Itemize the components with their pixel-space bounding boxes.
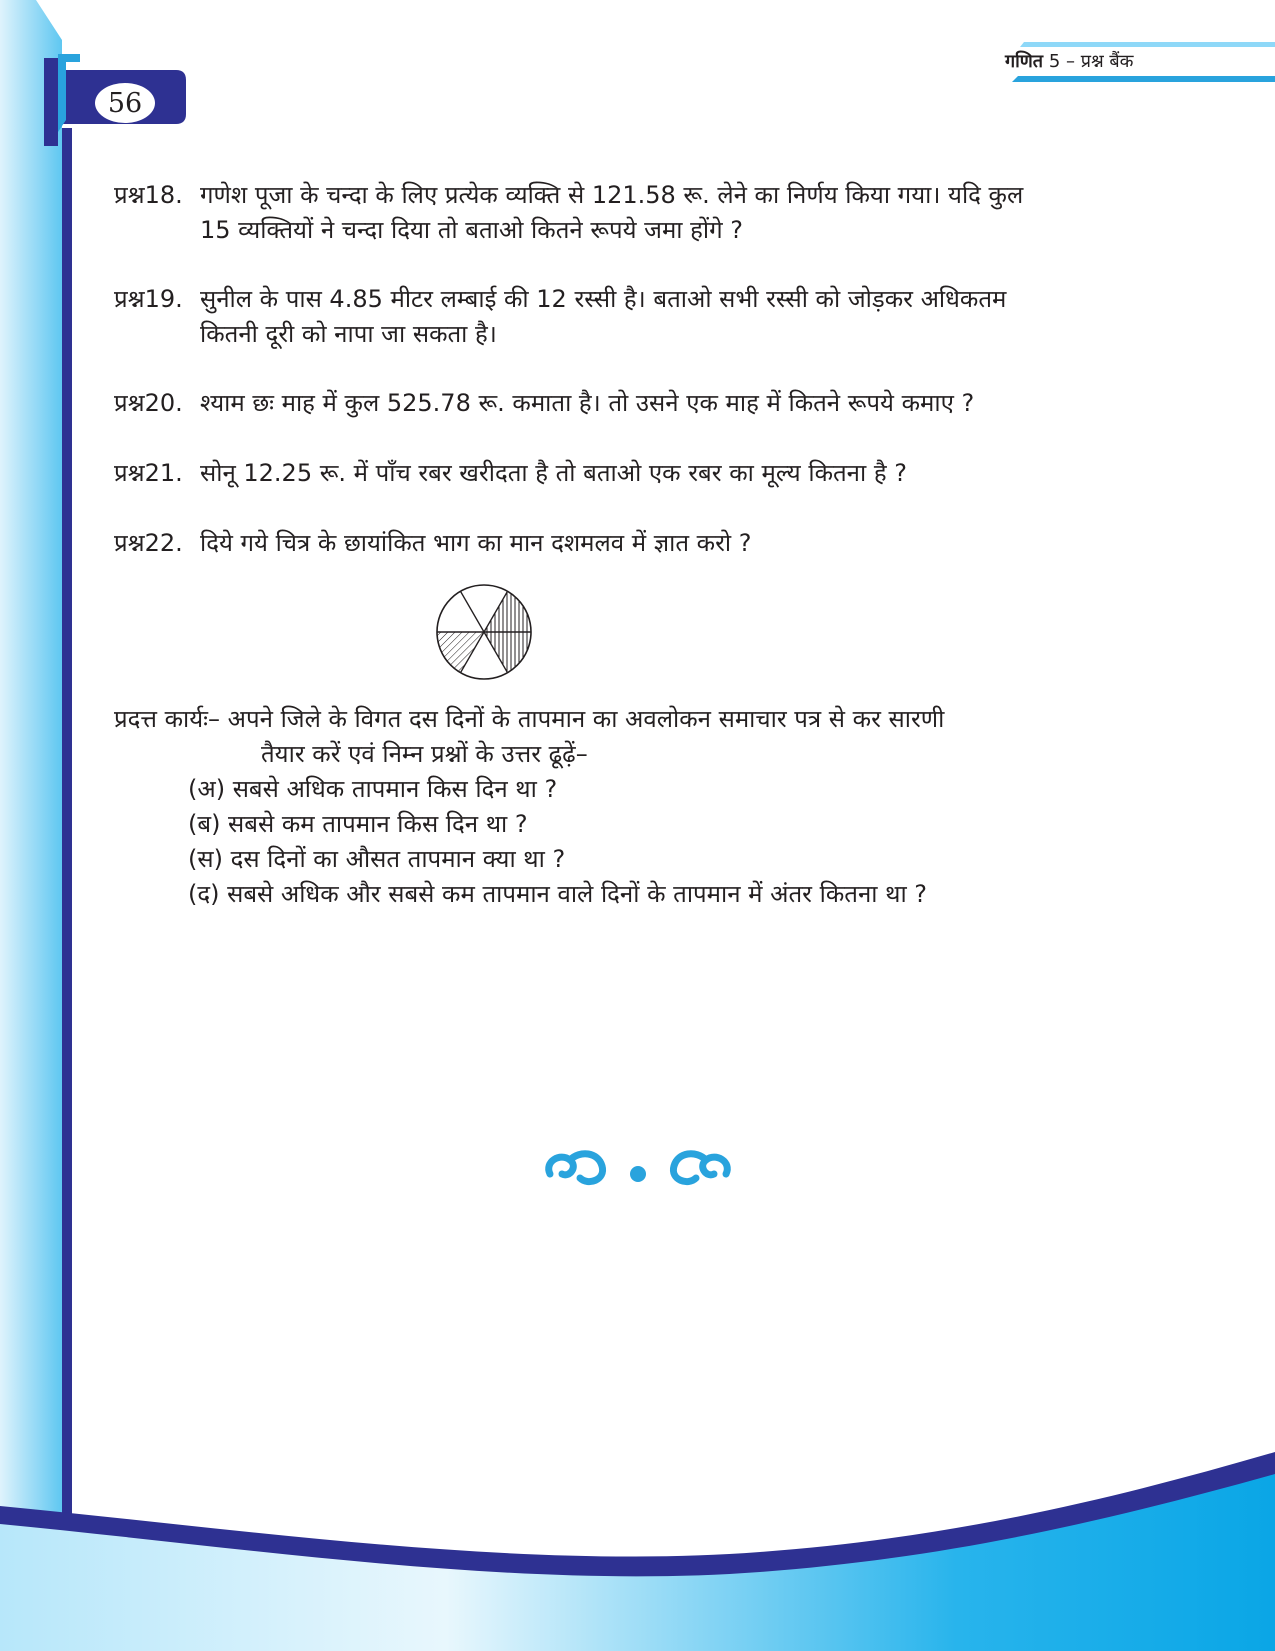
header-title: 5 – प्रश्न बैंक — [1048, 51, 1134, 72]
question-18 — [114, 178, 1214, 248]
question-number: प्रश्न21. — [114, 459, 183, 487]
question-text: दिये गये चित्र के छायांकित भाग का मान दशमलव में ज्ञात करो ? — [200, 529, 752, 557]
list-item: (अ) सबसे अधिक तापमान किस दिन था ? — [188, 775, 558, 803]
list-item: (स) दस दिनों का औसत तापमान क्या था ? — [188, 845, 566, 873]
task-text: प्रदत्त कार्यः– अपने जिले के विगत दस दिनों के तापमान का अवलोकन समाचार पत्र से कर सारणी — [114, 705, 945, 733]
running-header — [1005, 50, 1215, 74]
task-text-continued: तैयार करें एवं निम्न प्रश्नों के उत्तर ढूढ़ें– — [261, 740, 588, 768]
shaded-circle-figure — [434, 582, 534, 682]
question-19 — [114, 282, 1214, 352]
question-text: सोनू 12.25 रू. में पाँच रबर खरीदता है तो बताओ एक रबर का मूल्य कितना है ? — [200, 459, 907, 487]
page-number: 56 — [107, 88, 143, 119]
question-number: प्रश्न20. — [114, 389, 183, 417]
question-text: सुनील के पास 4.85 मीटर लम्बाई की 12 रस्सी है। बताओ सभी रस्सी को जोड़कर अधिकतम — [200, 285, 1007, 313]
list-item: (ब) सबसे कम तापमान किस दिन था ? — [188, 810, 528, 838]
header-subject: गणित — [1005, 51, 1044, 72]
end-ornament — [540, 1144, 736, 1194]
question-text: श्याम छः माह में कुल 525.78 रू. कमाता है। तो उसने एक माह में कितने रूपये कमाए ? — [200, 389, 975, 417]
task-subquestions — [188, 772, 927, 912]
question-number: प्रश्न19. — [114, 285, 183, 313]
question-number: प्रश्न22. — [114, 529, 183, 557]
shaded-sector — [437, 632, 484, 673]
assigned-task — [114, 702, 1214, 772]
question-text-continued: 15 व्यक्तियों ने चन्दा दिया तो बताओ कितने रूपये जमा होंगे ? — [200, 216, 743, 244]
question-20 — [114, 386, 1214, 421]
question-number: प्रश्न18. — [114, 181, 183, 209]
question-text: गणेश पूजा के चन्दा के लिए प्रत्येक व्यक्ति से 121.58 रू. लेने का निर्णय किया गया। यदि कुल — [200, 181, 1024, 209]
question-22 — [114, 526, 1214, 561]
question-text-continued: कितनी दूरी को नापा जा सकता है। — [200, 320, 497, 348]
shaded-sector — [484, 591, 531, 632]
list-item: (द) सबसे अधिक और सबसे कम तापमान वाले दिनों के तापमान में अंतर कितना था ? — [188, 880, 928, 908]
shaded-sector — [484, 632, 531, 673]
question-21 — [114, 456, 1214, 491]
